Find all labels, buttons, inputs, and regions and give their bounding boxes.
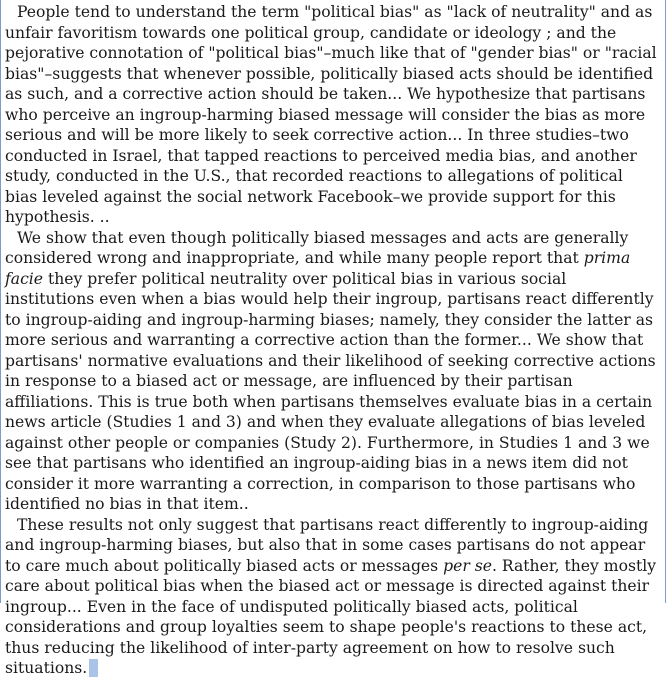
left-edge-line bbox=[0, 0, 1, 603]
paragraph-3-text-a: These results not only suggest that partisans react differently to ingroup-aiding and ingroup-harming biases, but also that in some cases partisans do not appear to care much about politically biased acts or messages bbox=[5, 515, 649, 575]
paragraph-2-text-b: they prefer political neutrality over political bias in various social institutions even when a bias would help their ingroup, partisans react differently to ingroup-aiding and ingroup-harming biases; namely, they consider the latter as more serious and warranting a corrective action than the former... We show that partisans' normative evaluations and their likelihood of seeking corrective actions in response to a biased act or message, are influenced by their partisan affiliations. This is true both when partisans themselves evaluate bias in a certain news article (Studies 1 and 3) and when they evaluate allegations of bias leveled against other people or companies (Study 2). Furthermore, in Studies 1 and 3 we see that partisans who identified an ingroup-aiding bias in a news item did not consider it more warranting a correction, in comparison to those partisans who identified no bias in that item.. bbox=[5, 269, 656, 513]
paragraph-3-italic-phrase: per se bbox=[443, 556, 492, 575]
paragraph-1 bbox=[5, 2, 660, 228]
paragraph-2 bbox=[5, 228, 660, 515]
paragraph-2-text-a: We show that even though politically biased messages and acts are generally considered wrong and inappropriate, and while many people report that bbox=[5, 228, 629, 267]
paragraph-3-text-b: . Rather, they mostly care about political bias when the biased act or message is directed against their ingroup... Even in the face of undisputed politically biased acts, political considerations and group loyalties seem to shape people's reactions to these act, thus reducing the likelihood of inter-party agreement on how to resolve such situations. bbox=[5, 556, 657, 677]
paragraph-3 bbox=[5, 515, 660, 679]
paragraph-2-italic-phrase: prima facie bbox=[5, 249, 631, 288]
text-cursor-selection bbox=[89, 659, 98, 677]
paragraph-1-text: People tend to understand the term "political bias" as "lack of neutrality" and as unfair favoritism towards one political group, candidate or ideology ; and the pejorative connotation of "political bias"–much like that of "gender bias" or "racial bias"–suggests that whenever possible, politically biased acts should be identified as such, and a corrective action should be taken... We hypothesize that partisans who perceive an ingroup-harming biased message will consider the bias as more serious and will be more likely to seek corrective action... In three studies–two conducted in Israel, that tapped reactions to perceived media bias, and another study, conducted in the U.S., that recorded reactions to allegations of political bias leveled against the social network Facebook–we provide support for this hypothesis. .. bbox=[5, 3, 657, 226]
